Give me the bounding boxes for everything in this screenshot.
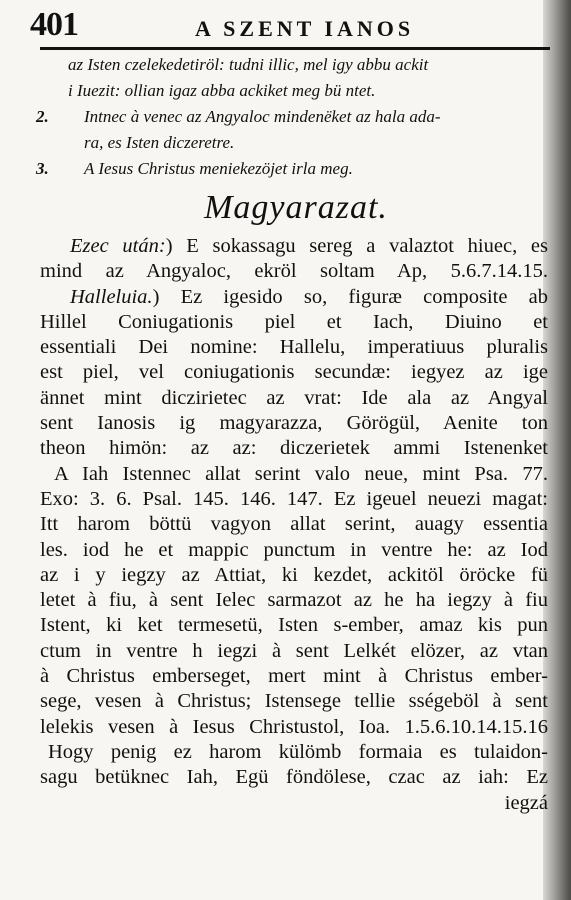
paragraph-line: à Christus emberseget, mert mint à Christus ember- (40, 665, 548, 688)
paragraph-line: sagu betüknec Iah, Egü föndölese, czac az iah: Ez (40, 766, 548, 789)
verse-number: 3. (36, 159, 49, 178)
paragraph-line: les. iod he et mappic punctum in ventre he: az Iod (40, 538, 548, 561)
running-title: A SZENT IANOS (195, 16, 415, 41)
paragraph-line: Itt harom böttü vagyon allat serint, auagy essentia (40, 513, 548, 536)
verse-line: ra, es Isten diczeretre. (84, 133, 235, 152)
paragraph-line: Ezec után:) E sokassagu sereg a valaztot hiuec, es (70, 235, 548, 257)
paragraph-line: Hillel Coniugationis piel et Iach, Diuino et (40, 310, 548, 333)
verse-line: 2. Intnec à venec az Angyaloc mindenëket az hala ada- (40, 104, 552, 130)
paragraph-line: lelekis vesen à Iesus Christustol, Ioa. 1.5.6.10.14.15.16 (40, 715, 548, 738)
paragraph-line: theon himön: az az: diczerietek ammi Istenenket (40, 437, 548, 460)
paragraph-line: letet à fiu, à sent Ielec sarmazot az he ha iegzy à fiu (40, 589, 548, 612)
paragraph-line: sege, vesen à Christus; Istensege tellie sségeböl à sent (40, 690, 548, 713)
section-heading: Magyarazat. (204, 189, 388, 226)
catchword: iegzá (504, 791, 548, 814)
paragraph-line: ännet mint diczirietec az vrat: Ide ala az Angyal (40, 386, 548, 409)
paragraph-line: sent Ianosis ig magyarazza, Görögül, Aenite ton (40, 412, 548, 435)
header-rule (40, 47, 550, 50)
verse-line: 3. A Iesus Christus meniekezöjet irla meg. (40, 156, 552, 182)
verse-line: i Iuezit: ollian igaz abba ackiket meg bü ntet. (68, 81, 376, 100)
page-number: 401 (30, 6, 78, 43)
page-header (30, 6, 555, 50)
paragraph-line: ctum in ventre h iegzi à sent Lelkét elözer, az vtan (40, 639, 548, 662)
paragraph-line: Hogy penig ez harom külömb formaia es tulaidon- (48, 740, 548, 763)
verse-number: 2. (36, 107, 49, 126)
paragraph-line: Exo: 3. 6. Psal. 145. 146. 147. Ez igeuel neuezi magat: (40, 487, 548, 510)
verse-line: az Isten czelekedetiröl: tudni illic, mel igy abbu ackit (68, 55, 429, 74)
paragraph-line: az i y iegzy az Attiat, ki kezdet, ackitöl öröcke fü (40, 563, 548, 586)
paragraph-line: A Iah Istennec allat serint valo neue, mint Psa. 77. (54, 462, 548, 485)
paragraph-line: essentiali Dei nomine: Hallelu, imperatiuus pluralis (40, 336, 548, 359)
paragraph-line: est piel, vel coniugationis secundæ: iegyez az ige (40, 361, 548, 384)
paragraph-line: Halleluia.) Ez igesido so, figuræ composite ab (70, 285, 548, 308)
paragraph-line: Istent, ki ket termesetü, Isten s-ember, amaz kis pun (40, 614, 548, 637)
paragraph-line: mind az Angyaloc, ekröl soltam Ap, 5.6.7.14.15. (40, 260, 548, 283)
text-body (36, 52, 552, 816)
